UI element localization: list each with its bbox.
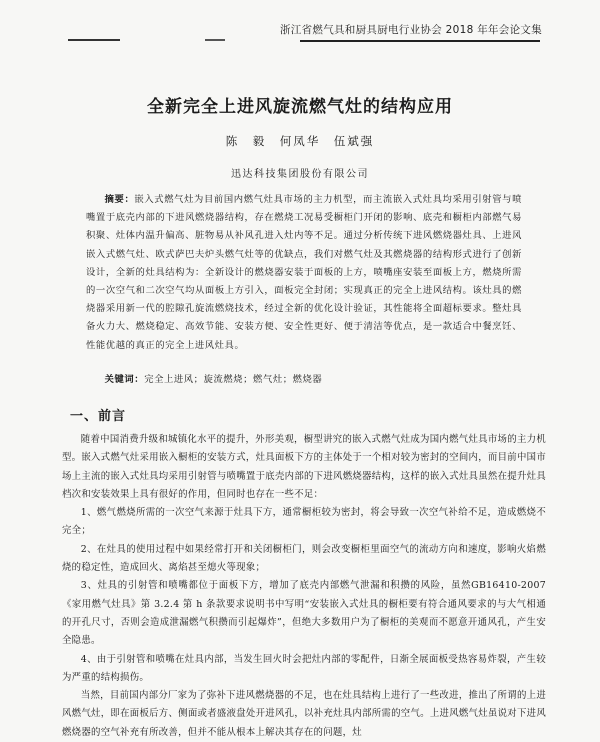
header-rule-right: [300, 40, 540, 42]
section-title-intro: 一、前言: [70, 409, 127, 424]
paragraph: 4、由于引射管和喷嘴在灶具内部，当发生回火时会把灶内部的零配件，日渐全展面板受热容易炸裂，产生较为严重的结构损伤。: [62, 653, 546, 683]
abstract-label: 摘要：: [104, 194, 135, 205]
paragraph: 2、在灶具的使用过程中如果经常打开和关闭橱柜门，则会改变橱柜里面空气的流动方向和速度，影响火焰燃烧的稳定性，造成回火、离焰甚至熄火等现象；: [62, 543, 546, 574]
keywords-text: 完全上进风；旋流燃烧；燃气灶；燃烧器: [144, 374, 323, 385]
abstract-text: 嵌入式燃气灶为目前国内燃气灶具市场的主力机型，而主流嵌入式灶具均采用引射管与喷嘴置于底壳内部的下进风燃烧器结构，存在燃烧工况易受橱柜门开闭的影响、底壳和橱柜内部燃气易积聚、灶体内温升偏高、脏物易从补风孔进入灶内等不足。通过分析传统下进风燃烧器灶具、上进风嵌入式燃气灶、欧式萨巴夫炉头燃气灶等的优缺点，我们对燃气灶及其燃烧器的结构形式进行了创新设计，全新的灶具结构为：全新设计的燃烧器安装于面板的上方，喷嘴座安装至面板上方，燃烧所需的一次空气和二次空气均从面板上方引入，面板完全封闭；实现真正的完全上进风结构。该灶具的燃烧器采用新一代的腔隙孔旋流燃烧技术，经过全新的优化设计验证，其性能将全面超标要求。整灶具备火力大、燃烧稳定、高效节能、安装方便、安全性更好、便于清洁等优点，是一款适合中餐烹饪、性能优越的真正的完全上进风灶具。: [86, 194, 522, 351]
paragraph: 3、灶具的引射管和喷嘴都位于面板下方，增加了底壳内部燃气泄漏和积攒的风险，虽然GB16410-2007《家用燃气灶具》第 3.2.4 第 h 条款要求说明书中写明“安装嵌入式灶具的橱柜要有符合通风要求的与大气相通的开孔尺寸，否则会造成泄漏燃气积攒而引起爆炸”，但绝大多数用户为了橱柜的美观而不愿意开通风孔，产生安全隐患。: [62, 580, 546, 647]
paper-title: 全新完全上进风旋流燃气灶的结构应用: [147, 97, 453, 117]
running-head: 浙江省燃气具和厨具厨电行业协会 2018 年年会论文集: [280, 24, 542, 36]
header-rule-mid: [205, 39, 225, 41]
paragraph: 1、燃气燃烧所需的一次空气来源于灶具下方，通常橱柜较为密封，将会导致一次空气补给不足，造成燃烧不完全；: [62, 507, 546, 537]
header-rule-left: [68, 39, 120, 41]
abstract: [86, 191, 522, 355]
body-text: [62, 431, 546, 738]
paper-authors: 陈 毅 何凤华 伍斌强: [225, 134, 375, 148]
paragraph: 随着中国消费升级和城镇化水平的提升，外形美观，橱型讲究的嵌入式燃气灶成为国内燃气灶具市场的主力机型。嵌入式燃气灶采用嵌入橱柜的安装方式，灶具面板下方的主体处于一个相对较为密封的空间内，而目前中国市场上主流的嵌入式灶具均采用引射管与喷嘴置于底壳内部的下进风燃烧器结构，这样的嵌入式灶具虽然在提升灶具档次和安装效果上具有很好的作用，但同时也存在一些不足：: [62, 434, 546, 500]
keywords-label: 关键词：: [104, 374, 145, 385]
paper-affiliation: 迅达科技集团股份有限公司: [231, 169, 369, 180]
keywords: [86, 371, 522, 385]
paragraph: 当然，目前国内部分厂家为了弥补下进风燃烧器的不足，也在灶具结构上进行了一些改进，推出了所谓的上进风燃气灶，即在面板后方、侧面或者盛液盘处开进风孔，以补充灶具内部所需的空气。上进风燃气灶虽说对下进风燃烧器的空气补充有所改善，但并不能从根本上解决其存在的问题，灶: [62, 690, 546, 738]
